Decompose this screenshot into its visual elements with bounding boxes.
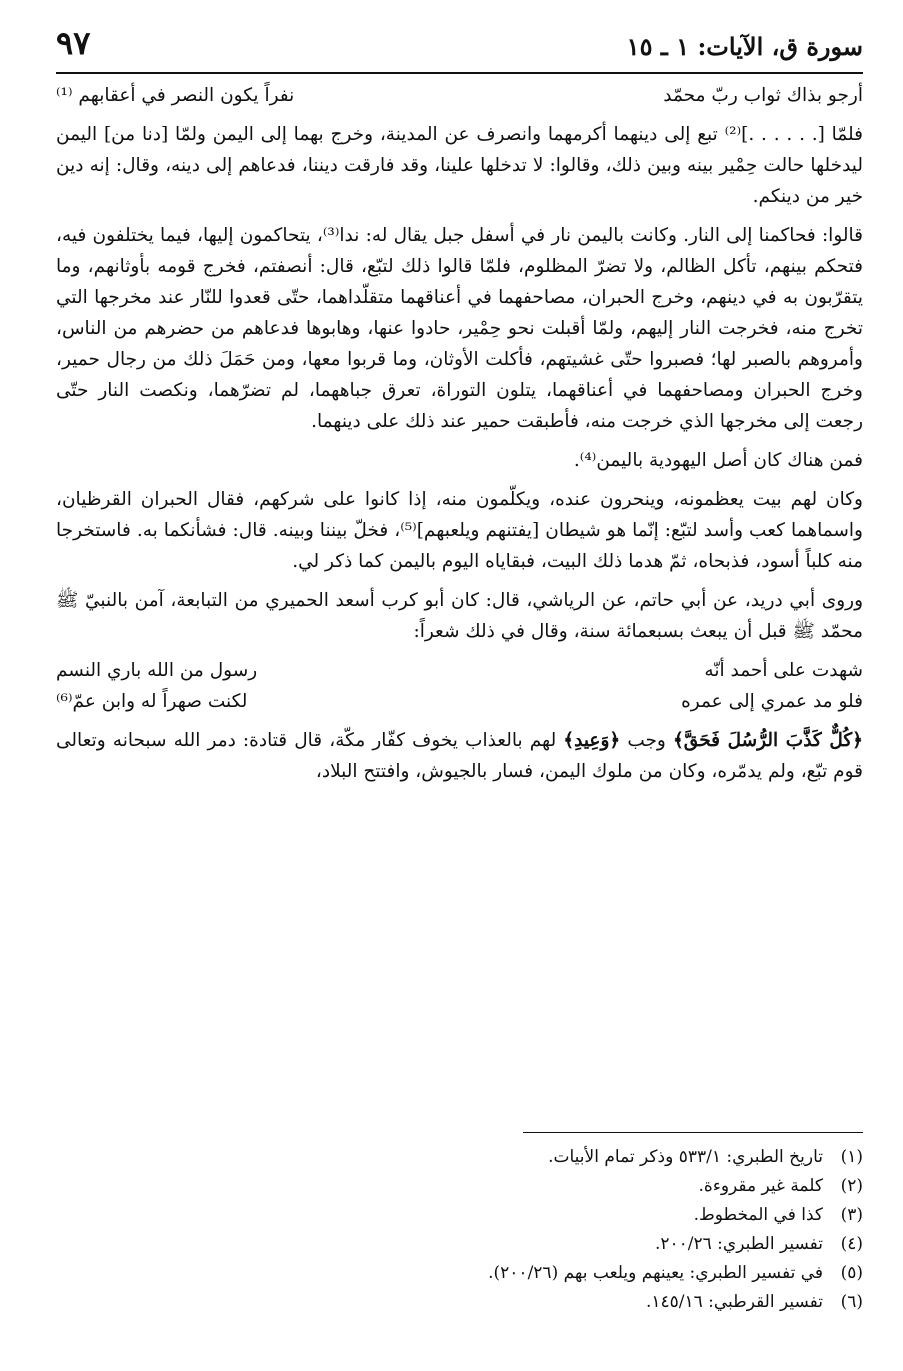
paragraph: وروى أبي دريد، عن أبي حاتم، عن الرياشي، قال: كان أبو كرب أسعد الحميري من التبابعة، آمن بالنبيّ ﷺ محمّد ﷺ قبل أن يبعث بسبعمائة سنة، وقال في ذلك شعراً: [56, 590, 863, 642]
quran-quote: ﴿وَعِيدِ﴾ [563, 730, 621, 751]
footnote [56, 1259, 863, 1288]
verse-hemistich-right: شهدت على أحمد أنّه [704, 660, 863, 681]
paragraph: قالوا: فحاكمنا إلى النار. وكانت باليمن نار في أسفل جبل يقال له: ندا⁽³⁾، يتحاكمون إليها، فيما يختلفون فيه، فتحكم بينهم، تأكل الظالم، ولا تضرّ المظلوم، فلمّا قالوا ذلك لتبّع، قال: أنصفتم، فخرج قومه بأوثانهم، وما يتقرّبون به في دينهم، وخرج الحبران، مصاحفهما في أعناقهما متقلّداهما، حتّى قعدوا للنّار عند مخرجها التي تخرج منه، فخرجت النار إليهم، ولمّا أقبلت نحو حِمْير، حادوا عنها، وهابوها فدعاهم من حضرهم من الناس، وأمروهم بالصبر لها؛ فصبروا حتّى غشيتهم، فأكلت الأوثان، وما قربوا معها، ومن حَمَلَ ذلك من رجال حمير، وخرج الحبران ومصاحفهما في أعناقهما، يتلون التوراة، تعرق جباههما، لم تضرّهما، ونكصت النار حتّى رجعت إلى مخرجها الذي خرجت منه، فأطبقت حمير عند ذلك على دينهما. [56, 225, 863, 432]
poetry-verse [56, 655, 863, 686]
footnote [56, 1143, 863, 1172]
paragraph: فلمّا [. . . . . .]⁽²⁾ تبع إلى دينهما أكرمهما وانصرف عن المدينة، وخرج بهما إلى اليمن ولمّا [دنا من] اليمن ليدخلها حالت حِمْير بينه وبين ذلك، وقالوا: لا تدخلها علينا، وقد فارقت ديننا، فدعاهم إلى دينه، وقال: إنه دين خير من دينكم. [56, 124, 863, 207]
running-title: سورة ق، الآيات: ١ ـ ١٥ [626, 32, 863, 61]
verse-hemistich-left: لكنت صهراً له وابن عمّ⁽⁶⁾ [56, 691, 248, 712]
footnote [56, 1288, 863, 1317]
closing-text: وجب [620, 730, 673, 751]
verse-hemistich-left: نفراً يكون النصر في أعقابهم ⁽¹⁾ [56, 85, 295, 106]
verse-hemistich-left: رسول من الله باري النسم [56, 660, 258, 681]
page-number: ٩٧ [56, 24, 91, 62]
closing-paragraph [56, 725, 863, 787]
footnote-text: في تفسير الطبري: يعينهم ويلعب بهم (٢٠٠/٢٦). [488, 1263, 823, 1283]
paragraph: وكان لهم بيت يعظمونه، وينحرون عنده، ويكلّمون منه، إذا كانوا على شركهم، فقال الحبران القرظيان، واسماهما كعب وأسد لتبّع: إنّما هو شيطان [يفتنهم ويلعبهم]⁽⁵⁾، فخلّ بيننا وبينه. قال: فشأنكما به. فاستخرجا منه كلباً أسود، فذبحاه، ثمّ هدما ذلك البيت، فبقاياه اليوم باليمن كما ذكر لي. [56, 489, 863, 572]
footnote-text: تفسير القرطبي: ١٤٥/١٦. [645, 1292, 823, 1312]
footnote-text: كذا في المخطوط. [693, 1205, 823, 1225]
poetry-verse [56, 686, 863, 717]
footnote [56, 1230, 863, 1259]
footnote-number: (٢) [840, 1176, 863, 1196]
footnote-text: تفسير الطبري: ٢٠٠/٢٦. [654, 1234, 823, 1254]
book-page [56, 22, 863, 1371]
verse-hemistich-right: فلو مد عمري إلى عمره [681, 691, 863, 712]
footnote-number: (١) [840, 1147, 863, 1167]
footnotes [56, 1132, 863, 1317]
closing-text: لهم بالعذاب يخوف كفّار مكّة، قال قتادة: دمر الله سبحانه وتعالى قوم تبّع، ولم يدمّره، وكان من ملوك اليمن، فسار بالجيوش، وافتتح البلاد، [56, 730, 863, 782]
footnote [56, 1201, 863, 1230]
footnote-text: كلمة غير مقروءة. [698, 1176, 823, 1196]
main-text [56, 80, 863, 795]
poetry-block [56, 655, 863, 717]
footnote-number: (٣) [840, 1205, 863, 1225]
page-header [56, 22, 863, 68]
header-rule [56, 72, 863, 74]
footnote-rule [523, 1132, 863, 1133]
footnote [56, 1172, 863, 1201]
footnote-number: (٤) [840, 1234, 863, 1254]
footnote-text: تاريخ الطبري: ٥٣٣/١ وذكر تمام الأبيات. [548, 1147, 823, 1167]
poetry-verse [56, 80, 863, 111]
verse-hemistich-right: أرجو بذاك ثواب ربّ محمّد [663, 85, 863, 106]
footnote-number: (٥) [840, 1263, 863, 1283]
paragraph: فمن هناك كان أصل اليهودية باليمن⁽⁴⁾. [573, 450, 863, 471]
footnote-number: (٦) [840, 1292, 863, 1312]
quran-quote: ﴿كُلٌّ كَذَّبَ الرُّسُلَ فَحَقَّ﴾ [672, 730, 864, 751]
